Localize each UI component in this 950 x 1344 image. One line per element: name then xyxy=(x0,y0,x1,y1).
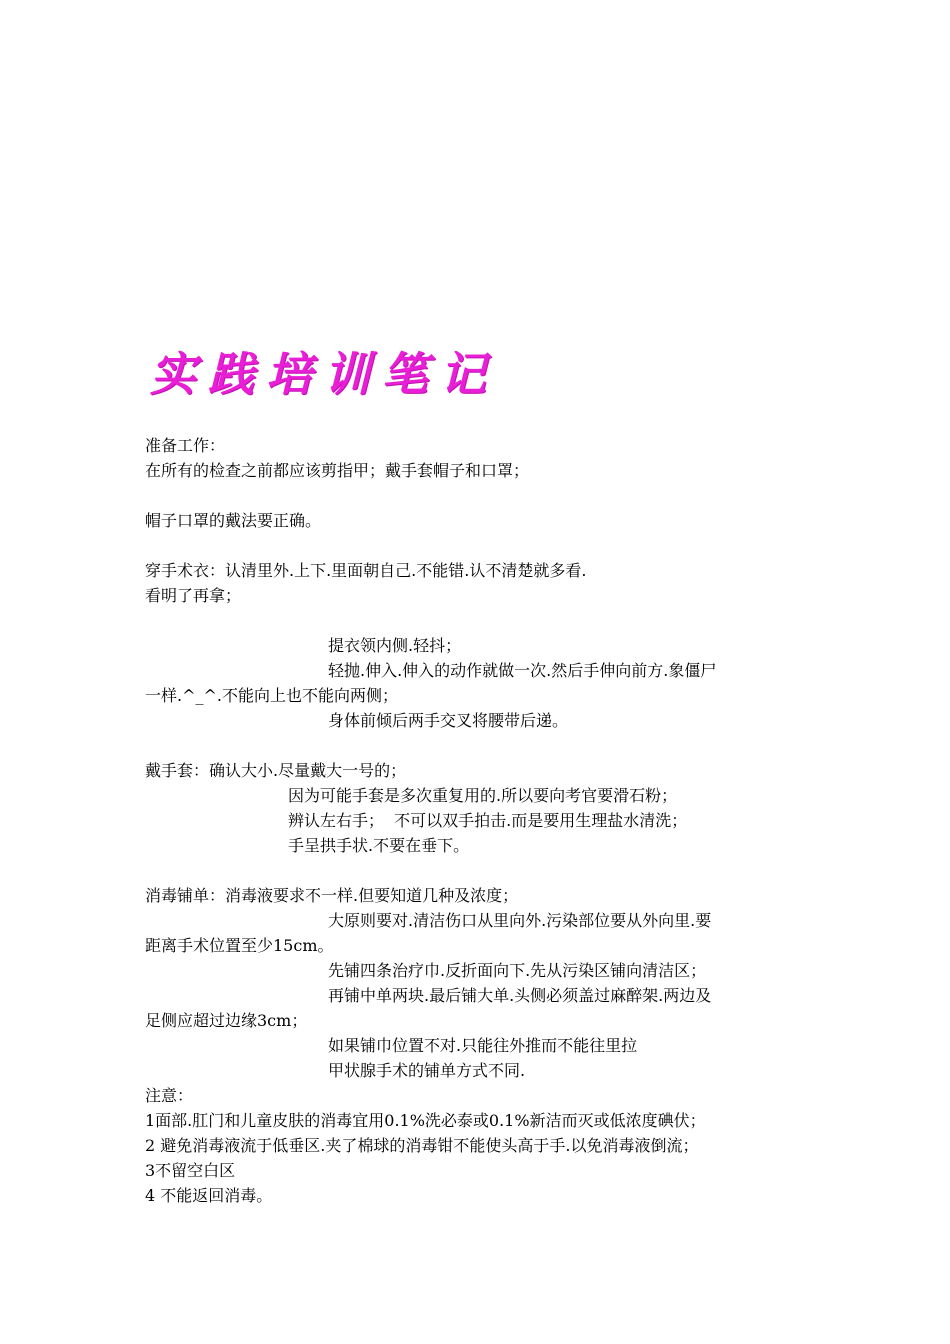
text-line: 消毒铺单：消毒液要求不一样.但要知道几种及浓度； xyxy=(145,886,519,905)
text-line: 辨认左右手； 不可以双手拍击.而是要用生理盐水清洗； xyxy=(288,811,688,830)
document-title: 实践培训笔记 xyxy=(150,347,498,401)
text-line: 再铺中单两块.最后铺大单.头侧必须盖过麻醉架.两边及 xyxy=(328,986,712,1005)
text-line: 大原则要对.清洁伤口从里向外.污染部位要从外向里.要 xyxy=(328,911,712,930)
text-line: 准备工作： xyxy=(145,436,226,455)
text-line: 2 避免消毒液流于低垂区.夹了棉球的消毒钳不能使头高于手.以免消毒液倒流； xyxy=(145,1136,699,1155)
text-line: 帽子口罩的戴法要正确。 xyxy=(145,511,322,530)
text-line: 穿手术衣：认清里外.上下.里面朝自己.不能错.认不清楚就多看. xyxy=(145,561,587,580)
text-line: 距离手术位置至少15cm。 xyxy=(145,936,334,955)
text-line: 足侧应超过边缘3cm； xyxy=(145,1011,308,1030)
text-line: 3不留空白区 xyxy=(145,1161,236,1180)
text-line: 手呈拱手状.不要在垂下。 xyxy=(288,836,470,855)
text-line: 身体前倾后两手交叉将腰带后递。 xyxy=(328,711,569,730)
text-line: 轻抛.伸入.伸入的动作就做一次.然后手伸向前方.象僵尸 xyxy=(328,661,717,680)
text-line: 提衣领内侧.轻抖； xyxy=(328,636,462,655)
text-line: 先铺四条治疗巾.反折面向下.先从污染区铺向清洁区； xyxy=(328,961,707,980)
text-line: 甲状腺手术的铺单方式不同. xyxy=(328,1061,526,1080)
text-line: 在所有的检查之前都应该剪指甲；戴手套帽子和口罩； xyxy=(145,461,530,480)
text-line: 1面部.肛门和儿童皮肤的消毒宜用0.1%洗必泰或0.1%新洁而灭或低浓度碘伏； xyxy=(145,1111,706,1130)
text-line: 注意： xyxy=(145,1086,194,1105)
text-line: 看明了再拿； xyxy=(145,586,242,605)
text-line: 如果铺巾位置不对.只能往外推而不能往里拉 xyxy=(328,1036,638,1055)
text-line: 一样.^_^.不能向上也不能向两侧； xyxy=(145,686,398,705)
text-line: 4 不能返回消毒。 xyxy=(145,1186,273,1205)
text-line: 因为可能手套是多次重复用的.所以要向考官要滑石粉； xyxy=(288,786,678,805)
text-line: 戴手套：确认大小.尽量戴大一号的； xyxy=(145,761,407,780)
